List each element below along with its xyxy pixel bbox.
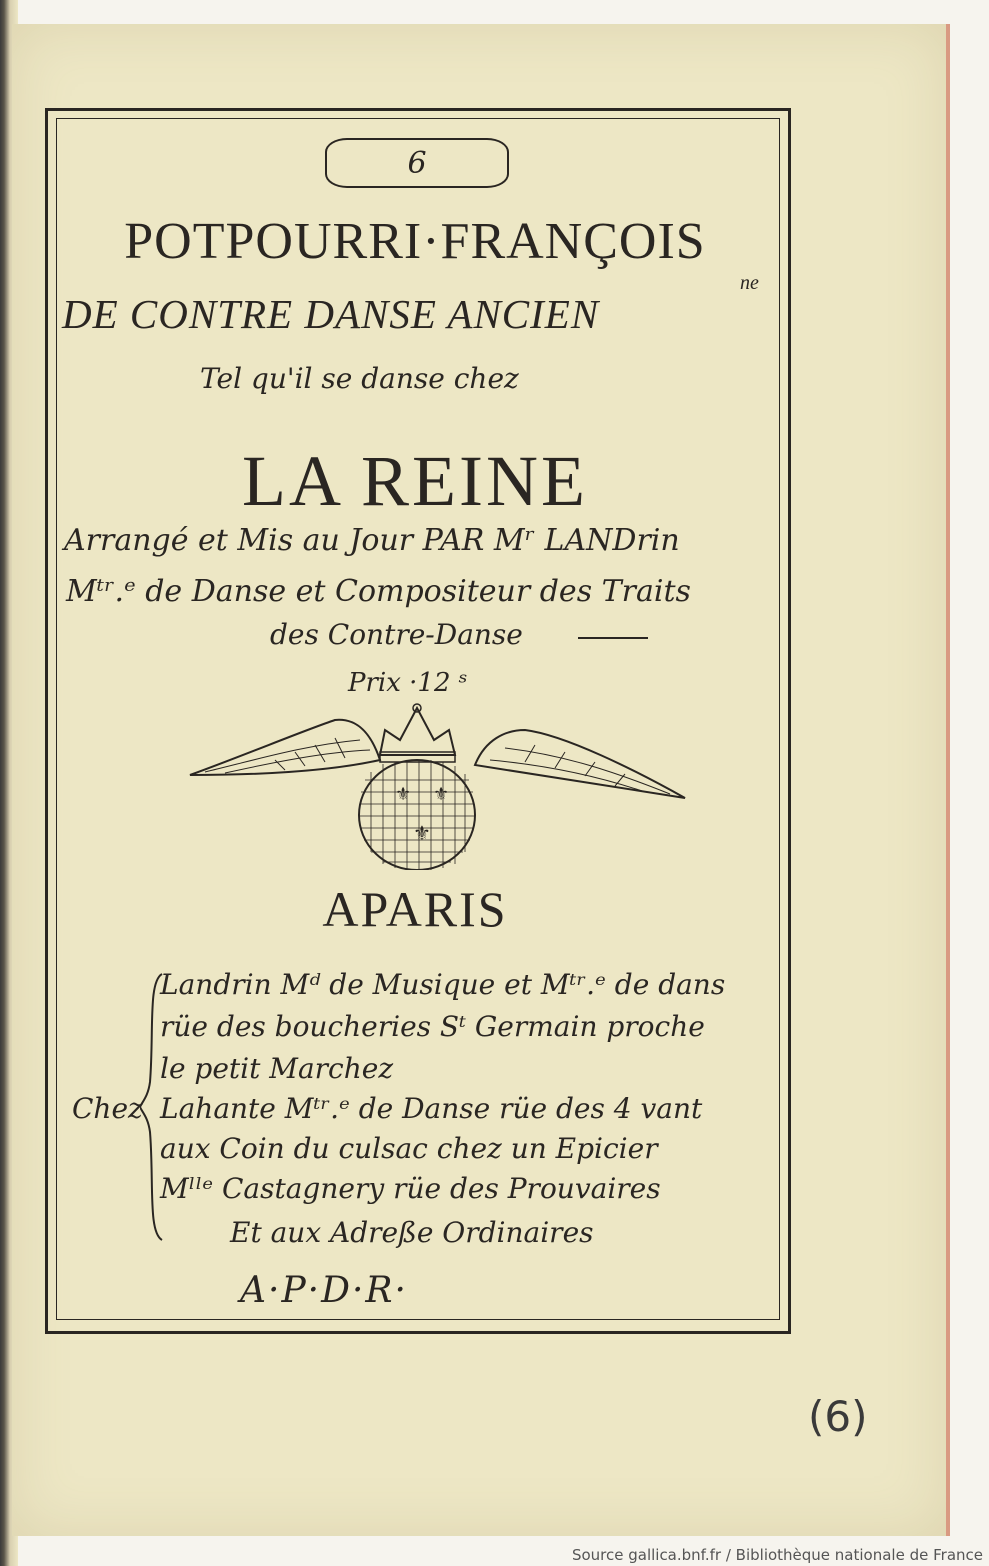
cartouche-text: 6	[407, 145, 427, 181]
address-line: Landrin Mᵈ de Musique et Mᵗʳ.ᵉ de dans	[160, 968, 726, 1001]
dash-flourish	[578, 637, 648, 639]
privilege-mark: A·P·D·R·	[240, 1270, 408, 1311]
address-line: le petit Marchez	[160, 1052, 394, 1085]
address-line: rüe des boucheries Sᵗ Germain proche	[160, 1010, 705, 1043]
royal-emblem-icon	[185, 700, 690, 870]
address-line: aux Coin du culsac chez un Epicier	[160, 1132, 658, 1165]
cartouche-number	[325, 138, 509, 188]
chez-label: Chez	[72, 1092, 143, 1125]
svg-text:⚜: ⚜	[433, 784, 450, 805]
address-line: Et aux Adreße Ordinaires	[230, 1216, 594, 1249]
a-paris-heading: APARIS	[322, 881, 508, 937]
source-footer: Source gallica.bnf.fr / Bibliothèque nationale de France	[571, 1546, 983, 1564]
composer-line: Mᵗʳ.ᵉ de Danse et Compositeur des Traits	[66, 574, 691, 609]
address-line: Mˡˡᵉ Castagnery rüe des Prouvaires	[160, 1172, 661, 1205]
contre-danse-line: des Contre-Danse	[270, 618, 523, 651]
page-number: (6)	[808, 1392, 868, 1441]
title: POTPOURRI·FRANÇOIS	[124, 213, 706, 270]
subtitle: DE CONTRE DANSE ANCIEN	[62, 291, 600, 337]
arranger-line: Arrangé et Mis au Jour PAR Mʳ LANDrin	[64, 523, 680, 558]
line-tel: Tel qu'il se danse chez	[200, 362, 519, 395]
subtitle-superscript: ne	[740, 272, 759, 294]
address-line: Lahante Mᵗʳ.ᵉ de Danse rüe des 4 vant	[160, 1092, 703, 1125]
svg-text:⚜: ⚜	[395, 784, 412, 805]
svg-text:⚜: ⚜	[413, 821, 431, 845]
la-reine-heading: LA REINE	[242, 441, 588, 521]
price: Prix ·12 ˢ	[348, 668, 468, 698]
